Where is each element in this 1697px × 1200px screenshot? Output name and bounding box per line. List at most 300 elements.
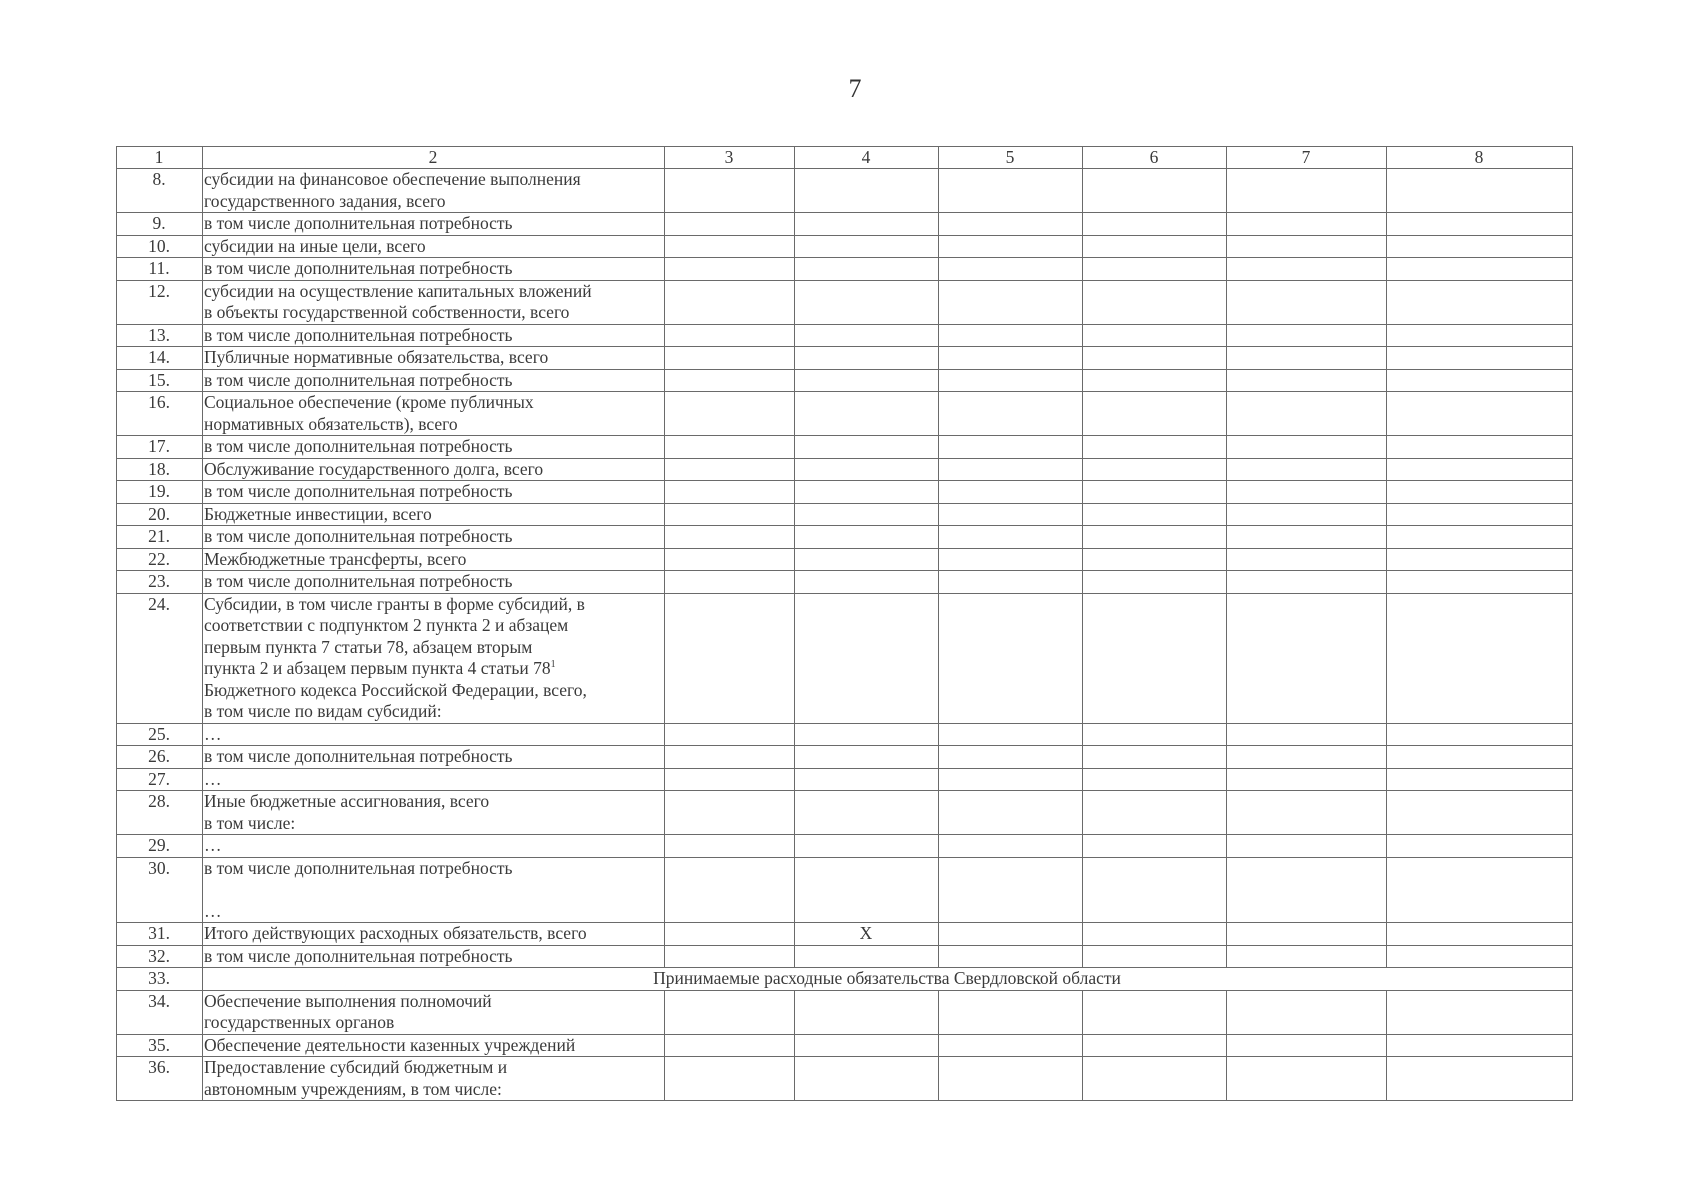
value-cell-col-5: [939, 169, 1083, 213]
value-cell-col-6: [1083, 436, 1227, 459]
row-number-cell: 21.: [117, 526, 203, 549]
row-number-cell: 8.: [117, 169, 203, 213]
description-text: пункта 2 и абзацем первым пункта 4 статьи 78: [204, 658, 551, 678]
table-row: [117, 436, 1573, 459]
row-number-cell: 31.: [117, 923, 203, 946]
row-description-cell: [203, 945, 665, 968]
description-line: [204, 1057, 662, 1079]
value-cell-col-4: [795, 791, 939, 835]
description-text: Иные бюджетные ассигнования, всего: [204, 791, 490, 811]
value-cell-col-3: [665, 768, 795, 791]
value-cell-col-3: [665, 990, 795, 1034]
value-cell-col-3: [665, 571, 795, 594]
description-text: Межбюджетные трансферты, всего: [204, 548, 467, 569]
value-cell-col-7: [1227, 593, 1387, 723]
row-number-cell: 36.: [117, 1057, 203, 1101]
row-description-cell: [203, 436, 665, 459]
header-cell-2: 2: [203, 147, 665, 169]
value-cell-col-8: [1387, 923, 1573, 946]
row-number-cell: 11.: [117, 258, 203, 281]
value-cell-col-5: [939, 347, 1083, 370]
value-cell-col-6: [1083, 723, 1227, 746]
value-cell-col-4: [795, 746, 939, 769]
value-cell-col-7: [1227, 324, 1387, 347]
value-cell-col-4: [795, 835, 939, 858]
row-description-cell: [203, 258, 665, 281]
value-cell-col-7: [1227, 392, 1387, 436]
value-cell-col-8: [1387, 548, 1573, 571]
value-cell-col-5: [939, 481, 1083, 504]
table-row: [117, 746, 1573, 769]
value-cell-col-8: [1387, 768, 1573, 791]
value-cell-col-5: [939, 791, 1083, 835]
value-cell-col-3: [665, 235, 795, 258]
table-row: [117, 548, 1573, 571]
table-row: [117, 945, 1573, 968]
value-cell-col-6: [1083, 548, 1227, 571]
value-cell-col-8: [1387, 235, 1573, 258]
description-line: [204, 637, 662, 659]
description-text: Субсидии, в том числе гранты в форме субсидий, в: [204, 593, 585, 614]
row-description-cell: [203, 392, 665, 436]
value-cell-col-5: [939, 593, 1083, 723]
description-line: [204, 281, 662, 303]
row-description-cell: [203, 369, 665, 392]
value-cell-col-5: [939, 1034, 1083, 1057]
row-description-cell: [203, 347, 665, 370]
value-cell-col-4: [795, 347, 939, 370]
table-row: [117, 347, 1573, 370]
description-line: [204, 549, 662, 571]
value-cell-col-6: [1083, 526, 1227, 549]
value-cell-col-4: [795, 768, 939, 791]
description-line: [204, 236, 662, 258]
value-cell-col-7: [1227, 436, 1387, 459]
value-cell-col-4: [795, 548, 939, 571]
value-cell-col-3: [665, 369, 795, 392]
value-cell-col-4: [795, 458, 939, 481]
value-cell-col-8: [1387, 746, 1573, 769]
value-cell-col-6: [1083, 169, 1227, 213]
value-cell-col-7: [1227, 347, 1387, 370]
value-cell-col-3: [665, 1057, 795, 1101]
value-cell-col-5: [939, 768, 1083, 791]
value-cell-col-8: [1387, 213, 1573, 236]
row-description-cell: [203, 324, 665, 347]
value-cell-col-4: [795, 503, 939, 526]
description-line: [204, 835, 662, 857]
value-cell-col-6: [1083, 213, 1227, 236]
row-description-cell: [203, 923, 665, 946]
row-number-cell: 27.: [117, 768, 203, 791]
value-cell-col-7: [1227, 768, 1387, 791]
value-cell-col-6: [1083, 1057, 1227, 1101]
table-row: [117, 235, 1573, 258]
description-text: в том числе дополнительная потребность: [204, 481, 513, 501]
value-cell-col-6: [1083, 923, 1227, 946]
header-cell-8: 8: [1387, 147, 1573, 169]
value-cell-col-5: [939, 571, 1083, 594]
row-description-cell: [203, 235, 665, 258]
value-cell-col-4: [795, 571, 939, 594]
table-row: [117, 526, 1573, 549]
row-description-cell: [203, 1057, 665, 1101]
description-text: …: [204, 723, 222, 744]
description-line: [204, 504, 662, 526]
description-line: [204, 594, 662, 616]
value-cell-col-4: [795, 481, 939, 504]
row-description-cell: [203, 723, 665, 746]
description-text: нормативных обязательств), всего: [204, 413, 458, 434]
description-line: [204, 302, 662, 324]
value-cell-col-3: [665, 945, 795, 968]
value-cell-col-6: [1083, 857, 1227, 923]
row-number-cell: 33.: [117, 968, 203, 991]
description-text: в том числе дополнительная потребность: [204, 369, 513, 390]
value-cell-col-8: [1387, 723, 1573, 746]
value-cell-col-8: [1387, 169, 1573, 213]
value-cell-col-7: [1227, 746, 1387, 769]
value-cell-col-4: [795, 369, 939, 392]
table-row: [117, 392, 1573, 436]
value-cell-col-8: [1387, 369, 1573, 392]
value-cell-col-6: [1083, 791, 1227, 835]
description-line: [204, 746, 662, 768]
description-line: [204, 571, 662, 593]
value-cell-col-8: [1387, 503, 1573, 526]
header-cell-7: 7: [1227, 147, 1387, 169]
row-number-cell: 28.: [117, 791, 203, 835]
value-cell-col-8: [1387, 1034, 1573, 1057]
value-cell-col-6: [1083, 746, 1227, 769]
description-line: [204, 213, 662, 235]
table-row: [117, 258, 1573, 281]
description-text: субсидии на иные цели, всего: [204, 235, 426, 256]
description-text: государственного задания, всего: [204, 190, 446, 211]
value-cell-col-3: [665, 857, 795, 923]
value-cell-col-8: [1387, 481, 1573, 504]
value-cell-col-7: [1227, 548, 1387, 571]
description-line: [204, 481, 662, 503]
value-cell-col-5: [939, 436, 1083, 459]
row-number-cell: 32.: [117, 945, 203, 968]
description-line: [204, 769, 662, 791]
header-cell-3: 3: [665, 147, 795, 169]
value-cell-col-6: [1083, 945, 1227, 968]
value-cell-col-5: [939, 1057, 1083, 1101]
description-line: [204, 191, 662, 213]
value-cell-col-7: [1227, 481, 1387, 504]
value-cell-col-6: [1083, 458, 1227, 481]
budget-obligations-table: [116, 146, 1573, 1101]
value-cell-col-4: [795, 723, 939, 746]
value-cell-col-6: [1083, 258, 1227, 281]
value-cell-col-7: [1227, 1034, 1387, 1057]
table-row: [117, 1034, 1573, 1057]
value-cell-col-3: [665, 169, 795, 213]
row-description-cell: [203, 481, 665, 504]
row-number-cell: 20.: [117, 503, 203, 526]
value-cell-col-3: [665, 324, 795, 347]
value-cell-col-7: [1227, 169, 1387, 213]
description-line: [204, 1012, 662, 1034]
description-line: [204, 414, 662, 436]
value-cell-col-4: [795, 235, 939, 258]
description-line: [204, 701, 662, 723]
value-cell-col-6: [1083, 235, 1227, 258]
value-cell-col-6: [1083, 1034, 1227, 1057]
table-row: [117, 968, 1573, 991]
value-cell-col-8: [1387, 436, 1573, 459]
value-cell-col-6: [1083, 593, 1227, 723]
value-cell-col-5: [939, 324, 1083, 347]
row-description-cell: [203, 791, 665, 835]
value-cell-col-6: [1083, 369, 1227, 392]
value-cell-col-6: [1083, 481, 1227, 504]
value-cell-col-4: [795, 857, 939, 923]
value-cell-col-7: [1227, 990, 1387, 1034]
value-cell-col-7: [1227, 857, 1387, 923]
value-cell-col-7: [1227, 258, 1387, 281]
value-cell-col-4: [795, 324, 939, 347]
value-cell-col-7: [1227, 835, 1387, 858]
table-row: [117, 791, 1573, 835]
value-cell-col-6: [1083, 990, 1227, 1034]
description-text: …: [204, 900, 222, 921]
table-row: [117, 593, 1573, 723]
description-line: [204, 991, 662, 1013]
description-line: [204, 946, 662, 968]
description-text: Обеспечение выполнения полномочий: [204, 990, 492, 1011]
header-cell-5: 5: [939, 147, 1083, 169]
table-row: [117, 835, 1573, 858]
description-text: Социальное обеспечение (кроме публичных: [204, 392, 534, 412]
description-text: в том числе дополнительная потребность: [204, 945, 513, 966]
value-cell-col-4: [795, 1034, 939, 1057]
value-cell-col-4: [795, 169, 939, 213]
description-line: [204, 923, 662, 945]
value-cell-col-3: [665, 503, 795, 526]
table-row: [117, 369, 1573, 392]
header-cell-6: 6: [1083, 147, 1227, 169]
value-cell-col-5: [939, 746, 1083, 769]
value-cell-col-3: [665, 458, 795, 481]
value-cell-col-6: [1083, 503, 1227, 526]
description-text: Обеспечение деятельности казенных учреждений: [204, 1034, 576, 1055]
description-text: в том числе дополнительная потребность: [204, 571, 513, 591]
row-number-cell: 19.: [117, 481, 203, 504]
description-line: [204, 169, 662, 191]
value-cell-col-8: [1387, 258, 1573, 281]
table-row: [117, 213, 1573, 236]
description-text: в том числе дополнительная потребность: [204, 857, 513, 878]
row-number-cell: 29.: [117, 835, 203, 858]
value-cell-col-7: [1227, 526, 1387, 549]
value-cell-col-5: [939, 392, 1083, 436]
description-line: [204, 370, 662, 392]
value-cell-col-3: [665, 280, 795, 324]
value-cell-col-7: [1227, 235, 1387, 258]
value-cell-col-7: [1227, 1057, 1387, 1101]
description-line: [204, 1079, 662, 1101]
table-body: [117, 147, 1573, 1101]
value-cell-col-5: [939, 990, 1083, 1034]
description-text: …: [204, 835, 222, 855]
value-cell-col-8: [1387, 945, 1573, 968]
row-number-cell: 14.: [117, 347, 203, 370]
page-number: 7: [848, 74, 862, 103]
description-text: в том числе дополнительная потребность: [204, 746, 513, 766]
value-cell-col-4: [795, 593, 939, 723]
row-description-cell: [203, 526, 665, 549]
value-cell-col-8: [1387, 791, 1573, 835]
value-cell-col-3: [665, 347, 795, 370]
value-cell-col-7: [1227, 458, 1387, 481]
header-cell-4: 4: [795, 147, 939, 169]
header-cell-1: 1: [117, 147, 203, 169]
value-cell-col-3: [665, 593, 795, 723]
value-cell-col-7: [1227, 945, 1387, 968]
description-text: субсидии на осуществление капитальных вложений: [204, 280, 592, 301]
value-cell-col-3: [665, 392, 795, 436]
value-cell-col-4: [795, 436, 939, 459]
value-cell-col-7: [1227, 280, 1387, 324]
value-cell-col-3: [665, 723, 795, 746]
description-text: в том числе по видам субсидий:: [204, 701, 442, 721]
row-description-cell: [203, 169, 665, 213]
value-cell-col-6: [1083, 571, 1227, 594]
section-heading-cell: Принимаемые расходные обязательства Свердловской области: [203, 968, 1573, 991]
not-applicable-mark: Х: [795, 923, 939, 946]
row-description-cell: [203, 746, 665, 769]
row-number-cell: 35.: [117, 1034, 203, 1057]
value-cell-col-5: [939, 835, 1083, 858]
value-cell-col-4: [795, 213, 939, 236]
description-text: в том числе дополнительная потребность: [204, 258, 513, 278]
row-number-cell: 16.: [117, 392, 203, 436]
description-text: в том числе дополнительная потребность: [204, 324, 513, 345]
row-description-cell: [203, 458, 665, 481]
row-number-cell: 24.: [117, 593, 203, 723]
description-text: в том числе:: [204, 812, 296, 833]
value-cell-col-8: [1387, 857, 1573, 923]
value-cell-col-8: [1387, 280, 1573, 324]
value-cell-col-6: [1083, 835, 1227, 858]
row-description-cell: [203, 835, 665, 858]
row-number-cell: 13.: [117, 324, 203, 347]
description-line: [204, 879, 662, 901]
value-cell-col-7: [1227, 791, 1387, 835]
description-text: государственных органов: [204, 1012, 395, 1032]
row-number-cell: 25.: [117, 723, 203, 746]
description-line: [204, 258, 662, 280]
table-row: [117, 503, 1573, 526]
row-description-cell: [203, 548, 665, 571]
row-number-cell: 12.: [117, 280, 203, 324]
value-cell-col-5: [939, 923, 1083, 946]
value-cell-col-7: [1227, 213, 1387, 236]
value-cell-col-8: [1387, 990, 1573, 1034]
value-cell-col-7: [1227, 503, 1387, 526]
row-description-cell: [203, 503, 665, 526]
value-cell-col-8: [1387, 571, 1573, 594]
row-number-cell: 34.: [117, 990, 203, 1034]
value-cell-col-4: [795, 258, 939, 281]
value-cell-col-5: [939, 235, 1083, 258]
description-line: [204, 901, 662, 923]
value-cell-col-3: [665, 258, 795, 281]
value-cell-col-8: [1387, 347, 1573, 370]
budget-table-wrapper: [116, 146, 1573, 1101]
value-cell-col-7: [1227, 923, 1387, 946]
value-cell-col-8: [1387, 526, 1573, 549]
value-cell-col-8: [1387, 324, 1573, 347]
header-row: [117, 147, 1573, 169]
value-cell-col-3: [665, 746, 795, 769]
row-description-cell: [203, 857, 665, 923]
value-cell-col-3: [665, 923, 795, 946]
value-cell-col-5: [939, 548, 1083, 571]
description-text: Предоставление субсидий бюджетным и: [204, 1057, 508, 1077]
row-description-cell: [203, 593, 665, 723]
table-row: [117, 324, 1573, 347]
value-cell-col-3: [665, 436, 795, 459]
description-text: автономным учреждениям, в том числе:: [204, 1078, 502, 1099]
row-number-cell: 9.: [117, 213, 203, 236]
description-line: [204, 615, 662, 637]
description-line: [204, 658, 662, 680]
table-row: [117, 923, 1573, 946]
description-text: Итого действующих расходных обязательств, всего: [204, 923, 587, 943]
description-text: Бюджетные инвестиции, всего: [204, 503, 432, 524]
value-cell-col-5: [939, 458, 1083, 481]
value-cell-col-3: [665, 526, 795, 549]
table-row: [117, 481, 1573, 504]
value-cell-col-5: [939, 857, 1083, 923]
description-text: Бюджетного кодекса Российской Федерации, всего,: [204, 679, 587, 700]
description-text: субсидии на финансовое обеспечение выполнения: [204, 169, 581, 189]
table-row: [117, 857, 1573, 923]
value-cell-col-3: [665, 548, 795, 571]
value-cell-col-3: [665, 835, 795, 858]
value-cell-col-4: [795, 280, 939, 324]
value-cell-col-5: [939, 258, 1083, 281]
row-number-cell: 22.: [117, 548, 203, 571]
table-row: [117, 458, 1573, 481]
table-row: [117, 990, 1573, 1034]
description-text: соответствии с подпунктом 2 пункта 2 и абзацем: [204, 615, 569, 635]
value-cell-col-5: [939, 723, 1083, 746]
value-cell-col-5: [939, 213, 1083, 236]
description-line: [204, 724, 662, 746]
description-text: …: [204, 768, 222, 789]
value-cell-col-8: [1387, 835, 1573, 858]
value-cell-col-6: [1083, 280, 1227, 324]
description-line: [204, 680, 662, 702]
description-line: [204, 813, 662, 835]
row-number-cell: 18.: [117, 458, 203, 481]
value-cell-col-5: [939, 503, 1083, 526]
description-line: [204, 1035, 662, 1057]
table-row: [117, 571, 1573, 594]
value-cell-col-3: [665, 481, 795, 504]
description-line: [204, 858, 662, 880]
row-number-cell: 26.: [117, 746, 203, 769]
value-cell-col-6: [1083, 768, 1227, 791]
value-cell-col-8: [1387, 458, 1573, 481]
value-cell-col-7: [1227, 369, 1387, 392]
row-number-cell: 17.: [117, 436, 203, 459]
